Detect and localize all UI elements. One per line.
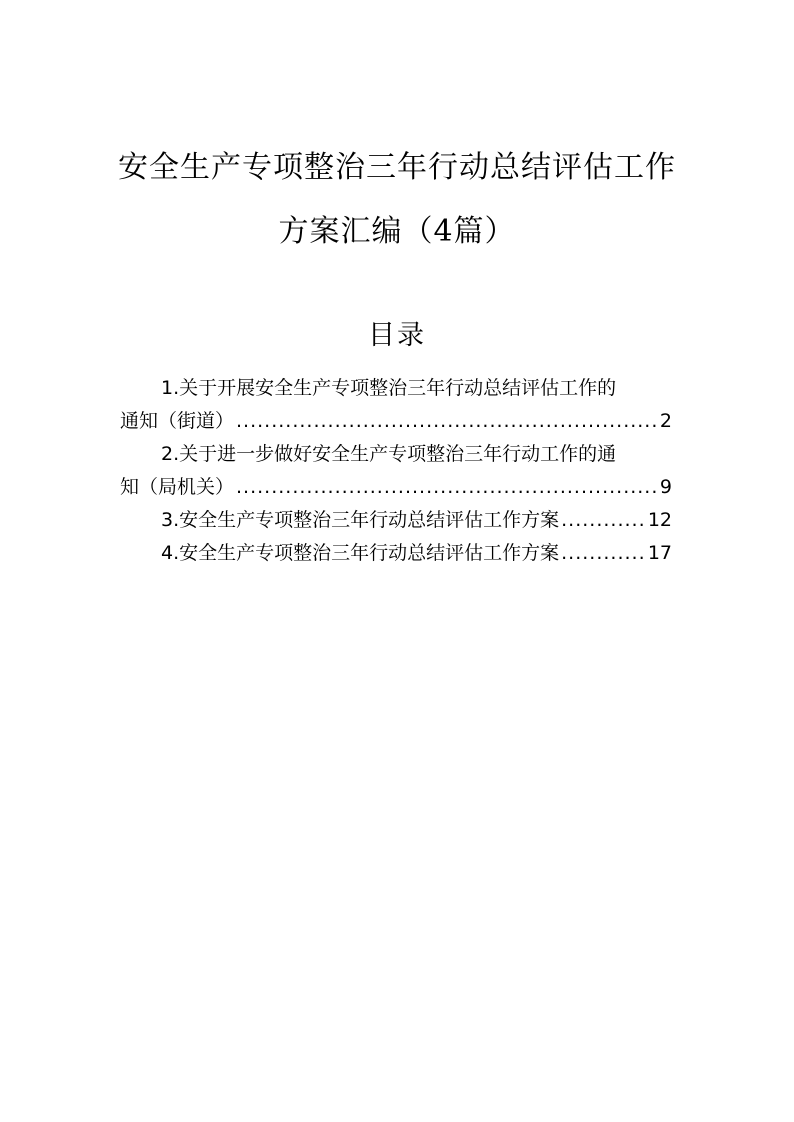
toc-entry-1-title-part-2: 通知（街道） (120, 410, 235, 432)
toc-entry-4[interactable] (120, 537, 672, 570)
toc-entry-1-page-number: 2 (659, 410, 672, 432)
table-of-contents (120, 372, 672, 570)
toc-entry-2-line-2 (120, 471, 672, 504)
toc-entry-1-line-2 (120, 405, 672, 438)
toc-entry-2-title-part-1: 2.关于进一步做好安全生产专项整治三年行动工作的通 (161, 443, 617, 465)
toc-entry-3-page-number: 12 (647, 509, 672, 531)
toc-entry-4-page-number: 17 (647, 542, 672, 564)
toc-heading: 目录 (368, 320, 426, 351)
toc-entry-2-title-part-2: 知（局机关） (120, 476, 235, 498)
document-title-line-2: 方案汇编（4篇） (278, 214, 516, 249)
toc-entry-2[interactable] (120, 438, 672, 504)
toc-entry-2-line-1 (120, 438, 672, 471)
toc-entry-1-line-1 (120, 372, 672, 405)
toc-entry-1[interactable] (120, 372, 672, 438)
toc-entry-4-line-1 (120, 537, 672, 570)
toc-leader-dots (236, 471, 658, 504)
toc-entry-2-page-number: 9 (659, 476, 672, 498)
toc-leader-dots (236, 405, 658, 438)
toc-entry-3-title: 3.安全生产专项整治三年行动总结评估工作方案 (161, 509, 560, 531)
toc-entry-3[interactable] (120, 504, 672, 537)
document-title-line-1: 安全生产专项整治三年行动总结评估工作 (118, 150, 676, 185)
toc-entry-3-line-1 (120, 504, 672, 537)
toc-entry-1-title-part-1: 1.关于开展安全生产专项整治三年行动总结评估工作的 (161, 377, 617, 399)
toc-leader-dots (561, 537, 646, 570)
toc-entry-4-title: 4.安全生产专项整治三年行动总结评估工作方案 (161, 542, 560, 564)
toc-leader-dots (561, 504, 646, 537)
